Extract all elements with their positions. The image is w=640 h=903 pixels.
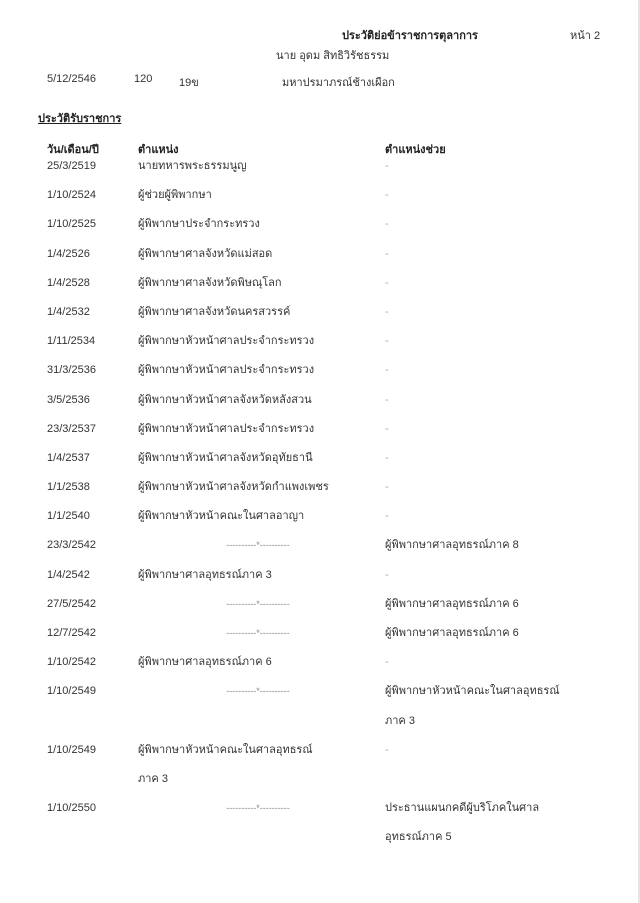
row-line (0, 356, 640, 385)
table-row (0, 473, 640, 502)
row-assist-position: - (385, 481, 389, 494)
row-date: 1/1/2540 (47, 510, 90, 523)
row-position: ผู้พิพากษาศาลอุทธรณ์ภาค 3 (138, 568, 272, 581)
row-assist-position: - (385, 422, 389, 435)
table-row (0, 561, 640, 590)
row-line (0, 736, 640, 765)
column-header-position: ตำแหน่ง (138, 144, 179, 156)
table-row (0, 181, 640, 210)
table-row (0, 269, 640, 298)
row-line (0, 269, 640, 298)
row-line (0, 561, 640, 590)
row-date: 1/11/2534 (47, 335, 96, 348)
row-line (0, 619, 640, 648)
table-row (0, 648, 640, 677)
row-assist-position: ผู้พิพากษาศาลอุทธรณ์ภาค 8 (385, 539, 519, 552)
row-assist-position: - (385, 335, 389, 348)
row-position: ผู้ช่วยผู้พิพากษา (138, 189, 212, 202)
row-line (0, 648, 640, 677)
row-date: 1/10/2549 (47, 685, 96, 698)
row-line (0, 677, 640, 706)
row-position: ผู้พิพากษาหัวหน้าศาลประจำกระทรวง (138, 364, 315, 377)
row-date: 12/7/2542 (47, 627, 96, 639)
row-date: 1/10/2549 (47, 743, 96, 756)
row-position-placeholder: ----------*---------- (226, 686, 290, 697)
row-line (0, 181, 640, 210)
row-line (0, 590, 640, 619)
section-title: ประวัติรับราชการ (38, 113, 122, 125)
row-position-placeholder: ----------*---------- (226, 598, 290, 609)
table-row (0, 298, 640, 327)
table-row (0, 531, 640, 560)
row-continuation-line (0, 765, 640, 794)
row-position: ผู้พิพากษาศาลอุทธรณ์ภาค 6 (138, 656, 272, 669)
row-date: 23/3/2537 (47, 422, 96, 435)
person-name: นาย อุดม สิทธิวิรัชธรรม (276, 50, 390, 62)
row-line (0, 240, 640, 269)
table-row (0, 240, 640, 269)
row-assist-position: - (385, 393, 389, 406)
row-date: 23/3/2542 (47, 539, 96, 552)
row-continuation-line (0, 707, 640, 736)
row-assist-position: - (385, 568, 389, 581)
row-continuation-line (0, 823, 640, 852)
row-assist-position: - (385, 276, 389, 289)
table-row (0, 677, 640, 735)
row-assist-position: ภาค 3 (385, 714, 415, 727)
row-line (0, 386, 640, 415)
row-line (0, 444, 640, 473)
row-assist-position: - (385, 743, 389, 756)
table-row (0, 444, 640, 473)
row-position: ผู้พิพากษาหัวหน้าศาลจังหวัดอุทัยธานี (138, 451, 313, 464)
row-position: ผู้พิพากษาหัวหน้าศาลประจำกระทรวง (138, 422, 315, 435)
row-position: ผู้พิพากษาหัวหน้าคณะในศาลอาญา (138, 510, 305, 523)
row-line (0, 531, 640, 560)
row-assist-position: - (385, 305, 389, 318)
table-row (0, 386, 640, 415)
row-assist-position: อุทธรณ์ภาค 5 (385, 831, 452, 844)
row-assist-position: ผู้พิพากษาหัวหน้าคณะในศาลอุทธรณ์ (385, 685, 560, 698)
row-assist-position: - (385, 189, 389, 202)
table-row (0, 502, 640, 531)
row-date: 1/4/2532 (47, 305, 90, 318)
row-line (0, 415, 640, 444)
row-assist-position: - (385, 656, 389, 669)
row-position: ผู้พิพากษาหัวหน้าคณะในศาลอุทธรณ์ (138, 743, 313, 756)
column-header-assist: ตำแหน่งช่วย (385, 144, 446, 156)
row-position: ผู้พิพากษาหัวหน้าศาลจังหวัดกำแพงเพชร (138, 481, 329, 494)
table-row (0, 415, 640, 444)
row-date: 3/5/2536 (47, 393, 90, 406)
row-line (0, 327, 640, 356)
row-assist-position: - (385, 364, 389, 377)
row-date: 1/1/2538 (47, 481, 90, 494)
row-line (0, 794, 640, 823)
row-line (0, 152, 640, 181)
row-date: 1/10/2542 (47, 656, 96, 669)
row-date: 25/3/2519 (47, 160, 96, 172)
row-position: ผู้พิพากษาศาลจังหวัดแม่สอด (138, 247, 273, 260)
row-line (0, 473, 640, 502)
page-number: หน้า 2 (570, 30, 601, 42)
row-assist-position: ประธานแผนกคดีผู้บริโภคในศาล (385, 802, 540, 815)
row-assist-position: - (385, 510, 389, 523)
table-row (0, 210, 640, 239)
service-history-table (0, 152, 640, 853)
row-line (0, 502, 640, 531)
row-assist-position: ผู้พิพากษาศาลอุทธรณ์ภาค 6 (385, 597, 519, 610)
table-row (0, 619, 640, 648)
row-assist-position: - (385, 247, 389, 260)
row-date: 1/4/2542 (47, 568, 90, 581)
row-date: 1/4/2537 (47, 451, 90, 464)
table-row (0, 590, 640, 619)
decoration-number: 120 (134, 73, 153, 85)
row-date: 1/10/2550 (47, 802, 96, 815)
row-position: ภาค 3 (138, 772, 168, 785)
row-position-placeholder: ----------*---------- (226, 628, 290, 638)
row-position-placeholder: ----------*---------- (226, 803, 290, 814)
row-assist-position: - (385, 218, 389, 231)
decoration-code: 19ข (179, 77, 199, 89)
row-assist-position: ผู้พิพากษาศาลอุทธรณ์ภาค 6 (385, 627, 519, 639)
table-row (0, 152, 640, 181)
row-position: ผู้พิพากษาหัวหน้าศาลจังหวัดหลังสวน (138, 393, 312, 406)
table-row (0, 356, 640, 385)
table-row (0, 794, 640, 852)
document-title: ประวัติย่อข้าราชการตุลาการ (342, 30, 478, 42)
decoration-date: 5/12/2546 (47, 73, 96, 85)
row-position: ผู้พิพากษาศาลจังหวัดนครสวรรค์ (138, 305, 291, 318)
row-date: 27/5/2542 (47, 597, 96, 610)
row-position: ผู้พิพากษาประจำกระทรวง (138, 218, 260, 231)
decoration-name: มหาปรมาภรณ์ช้างเผือก (282, 77, 395, 89)
row-position: ผู้พิพากษาหัวหน้าศาลประจำกระทรวง (138, 335, 315, 348)
row-date: 1/10/2525 (47, 218, 96, 231)
table-row (0, 327, 640, 356)
table-row (0, 736, 640, 794)
row-date: 31/3/2536 (47, 364, 96, 377)
row-assist-position: - (385, 451, 389, 464)
row-position: ผู้พิพากษาศาลจังหวัดพิษณุโลก (138, 276, 282, 289)
row-line (0, 210, 640, 239)
column-header-date: วัน/เดือน/ปี (47, 144, 99, 156)
row-date: 1/4/2528 (47, 276, 90, 289)
row-line (0, 298, 640, 327)
row-date: 1/10/2524 (47, 189, 96, 202)
row-date: 1/4/2526 (47, 247, 90, 260)
row-assist-position: - (385, 160, 389, 172)
row-position: นายทหารพระธรรมนูญ (138, 160, 247, 172)
row-position-placeholder: ----------*---------- (226, 540, 290, 551)
